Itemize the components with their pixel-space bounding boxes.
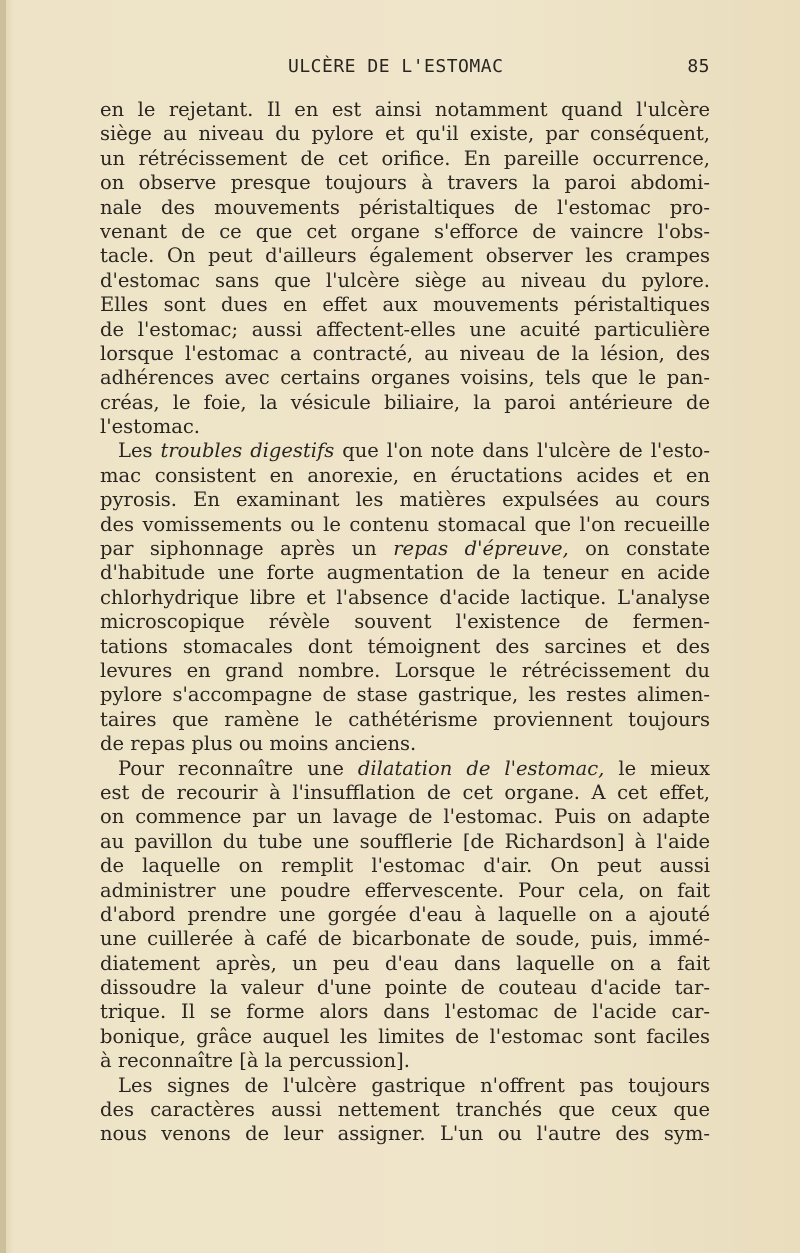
text-line: tacle. On peut d'ailleurs également observer les crampes <box>100 244 710 268</box>
text-line: lorsque l'estomac a contracté, au niveau de la lésion, des <box>100 341 710 365</box>
text-run: Pour reconnaître une <box>118 756 358 780</box>
text-run: par siphonnage après un <box>100 537 394 561</box>
page-number: 85 <box>687 56 710 77</box>
text-line: de l'estomac; aussi affectent-elles une acuité particulière <box>100 317 710 341</box>
text-line <box>100 439 710 463</box>
text-line: nous venons de leur assigner. L'un ou l'autre des sym- <box>100 1122 710 1146</box>
text-line: dissoudre la valeur d'une pointe de couteau d'acide tar- <box>100 976 710 1000</box>
italic-phrase: troubles digestifs <box>160 439 335 463</box>
text-line: est de recourir à l'insufflation de cet organe. A cet effet, <box>100 780 710 804</box>
text-run: que l'on note dans l'ulcère de l'esto- <box>334 439 710 463</box>
text-line: de repas plus ou moins anciens. <box>100 732 417 756</box>
text-line: des vomissements ou le contenu stomacal que l'on recueille <box>100 512 710 536</box>
text-line: mac consistent en anorexie, en éructations acides et en <box>100 463 710 487</box>
text-line: on commence par un lavage de l'estomac. Puis on adapte <box>100 805 710 829</box>
text-line: Elles sont dues en effet aux mouvements péristaltiques <box>100 293 710 317</box>
page-edge <box>0 0 6 1253</box>
text-line: chlorhydrique libre et l'absence d'acide lactique. L'analyse <box>100 585 710 609</box>
text-run: on constate <box>568 537 710 561</box>
text-line: d'habitude une forte augmentation de la teneur en acide <box>100 561 710 585</box>
text-line: nale des mouvements péristaltiques de l'estomac pro- <box>100 195 710 219</box>
text-line: des caractères aussi nettement tranchés que ceux que <box>100 1098 710 1122</box>
text-line: levures en grand nombre. Lorsque le rétrécissement du <box>100 658 710 682</box>
text-line: de laquelle on remplit l'estomac d'air. On peut aussi <box>100 854 710 878</box>
text-line: une cuillerée à café de bicarbonate de soude, puis, immé- <box>100 927 710 951</box>
text-line: un rétrécissement de cet orifice. En pareille occurrence, <box>100 146 710 170</box>
italic-phrase: dilatation de l'estomac, <box>357 756 605 780</box>
text-line: microscopique révèle souvent l'existence de fermen- <box>100 610 710 634</box>
running-title: ULCÈRE DE L'ESTOMAC <box>288 56 504 77</box>
text-line <box>100 757 710 781</box>
text-line: on observe presque toujours à travers la paroi abdomi- <box>100 171 710 195</box>
text-line: adhérences avec certains organes voisins, tels que le pan- <box>100 366 710 390</box>
text-line: créas, le foie, la vésicule biliaire, la paroi antérieure de <box>100 390 710 414</box>
text-line: bonique, grâce auquel les limites de l'estomac sont faciles <box>100 1024 710 1048</box>
text-line: taires que ramène le cathétérisme proviennent toujours <box>100 707 710 731</box>
text-run: le mieux <box>604 756 710 780</box>
text-line: trique. Il se forme alors dans l'estomac de l'acide car- <box>100 1000 710 1024</box>
text-line: siège au niveau du pylore et qu'il existe, par conséquent, <box>100 122 710 146</box>
text-line: Les signes de l'ulcère gastrique n'offrent pas toujours <box>118 1073 710 1097</box>
text-line: au pavillon du tube une soufflerie [de Richardson] à l'aide <box>100 829 710 853</box>
text-line: en le rejetant. Il en est ainsi notamment quand l'ulcère <box>100 98 710 121</box>
text-line: administrer une poudre effervescente. Pour cela, on fait <box>100 878 710 902</box>
text-line: d'estomac sans que l'ulcère siège au niveau du pylore. <box>100 268 710 292</box>
body-text <box>100 98 710 1147</box>
italic-phrase: repas d'épreuve, <box>393 537 569 561</box>
text-line: l'estomac. <box>100 415 200 439</box>
text-run: Les <box>118 439 161 463</box>
text-line: pylore s'accompagne de stase gastrique, les restes alimen- <box>100 683 710 707</box>
text-line: à reconnaître [à la percussion]. <box>100 1049 410 1073</box>
text-line: diatement après, un peu d'eau dans laquelle on a fait <box>100 951 710 975</box>
text-line: venant de ce que cet organe s'efforce de vaincre l'obs- <box>100 219 710 243</box>
text-line <box>100 537 710 561</box>
text-line: pyrosis. En examinant les matières expulsées au cours <box>100 488 710 512</box>
running-head <box>100 56 710 82</box>
text-line: tations stomacales dont témoignent des sarcines et des <box>100 634 710 658</box>
text-line: d'abord prendre une gorgée d'eau à laquelle on a ajouté <box>100 902 710 926</box>
